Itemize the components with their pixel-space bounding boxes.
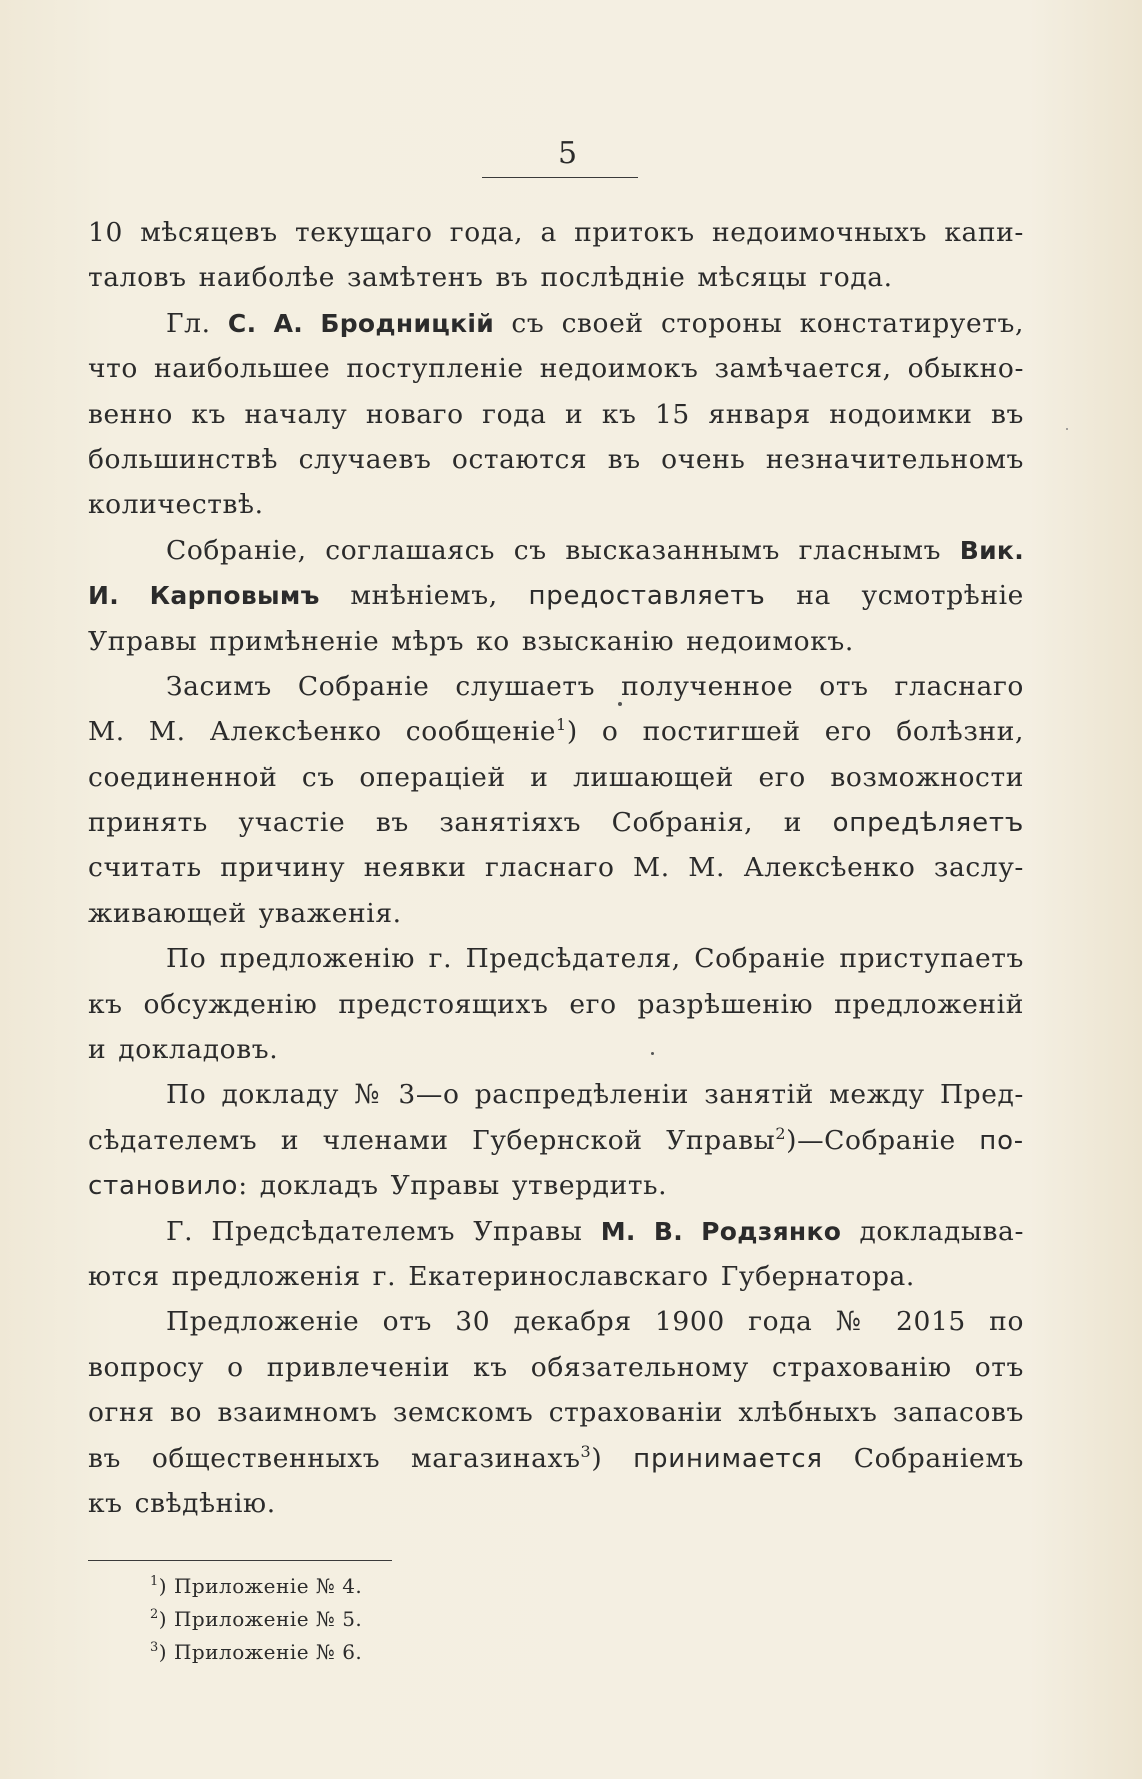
text-line: что наибольшее поступленіе недоимокъ замѣчается, обыкно- [88, 353, 1024, 385]
footnote-ref: 1 [556, 715, 567, 735]
resolution-verb: предоставляетъ [528, 581, 766, 612]
text-line: живающей уваженія. [88, 897, 402, 929]
text-line: количествѣ. [88, 489, 264, 521]
text-line: Управы примѣненіе мѣръ ко взысканію недоимокъ. [88, 625, 854, 657]
page-number: 5 [557, 136, 579, 171]
text-line: Предложеніе отъ 30 декабря 1900 года № 2015 по [166, 1306, 1024, 1338]
footnote: $^3$) Приложеніе № 6. [150, 1640, 363, 1664]
speaker-name: Вик. [959, 535, 1024, 565]
footnote-mark: 2 [150, 1607, 159, 1622]
text-line: Собраніе, соглашаясь съ высказаннымъ гласнымъ Вик. [166, 534, 1024, 566]
text-line: огня во взаимномъ земскомъ страхованіи хлѣбныхъ запасовъ [88, 1397, 1024, 1429]
paper-speck [1066, 428, 1068, 430]
text-line: къ свѣдѣнію. [88, 1487, 276, 1519]
speaker-name: И. Карповымъ [88, 581, 320, 611]
paper-speck [651, 1052, 654, 1055]
footnote-ref: 2 [775, 1123, 787, 1143]
resolution-verb: принимается [633, 1443, 823, 1474]
text-line: 10 мѣсяцевъ текущаго года, а притокъ недоимочныхъ капи- [88, 217, 1024, 248]
text-line: Г. Предсѣдателемъ Управы М. В. Родзянко докладыва- [166, 1215, 1024, 1247]
text-line: считать причину неявки гласнаго М. М. Алексѣенко заслу- [88, 852, 1024, 884]
text-line: принять участіе въ занятіяхъ Собранія, и опредѣляетъ [88, 807, 1024, 839]
text-line: По докладу № 3—о распредѣленіи занятій между Пред- [166, 1079, 1024, 1111]
text-line: таловъ наиболѣе замѣтенъ въ послѣдніе мѣсяцы года. [88, 262, 893, 294]
footnotes [150, 1570, 362, 1669]
text-line: становило: докладъ Управы утвердить. [88, 1170, 668, 1202]
footnote: $^2$) Приложеніе № 5. [150, 1607, 363, 1631]
footnote-rule [88, 1560, 392, 1561]
resolution-verb: становило [88, 1171, 239, 1202]
text-line: венно къ началу новаго года и къ 15 января нодоимки въ [88, 398, 1024, 430]
text-line: къ обсужденію предстоящихъ его разрѣшенію предложеній [88, 988, 1024, 1020]
body-text [88, 210, 1024, 1526]
speaker-name: М. В. Родзянко [600, 1216, 842, 1246]
text-line: Засимъ Собраніе слушаетъ полученное отъ гласнаго [166, 670, 1024, 702]
text-line: въ общественныхъ магазинахъ$^3$) принимается Собраніемъ [88, 1441, 1024, 1474]
text-line: большинствѣ случаевъ остаются въ очень незначительномъ [88, 443, 1024, 475]
text-line: и докладовъ. [88, 1034, 279, 1066]
footnote-mark: 1 [150, 1574, 159, 1589]
footnote-mark: 3 [150, 1640, 159, 1655]
speaker-name: С. А. Бродницкій [227, 308, 495, 338]
text-line: И. Карповымъ мнѣніемъ, предоставляетъ на усмотрѣніе [88, 580, 1024, 612]
text-line: сѣдателемъ и членами Губернской Управы$^2$)—Собраніе по- [88, 1123, 1024, 1156]
paper-speck [618, 702, 622, 706]
page-number-rule [482, 177, 638, 178]
text-line: ются предложенія г. Екатеринославскаго Губернатора. [88, 1260, 915, 1292]
text-line: вопросу о привлеченіи къ обязательному страхованію отъ [88, 1351, 1024, 1383]
resolution-verb: по- [979, 1125, 1024, 1156]
text-line: М. М. Алексѣенко сообщеніе$^1$) о постигшей его болѣзни, [88, 715, 1024, 748]
text-line: По предложенію г. Предсѣдателя, Собраніе приступаетъ [166, 943, 1024, 975]
footnote-ref: 3 [580, 1441, 592, 1461]
resolution-verb: опредѣляетъ [832, 808, 1024, 839]
text-line: соединенной съ операціей и лишающей его возможности [88, 761, 1024, 793]
footnote: $^1$) Приложеніе № 4. [150, 1574, 363, 1598]
text-line: Гл. С. А. Бродницкій съ своей стороны констатируетъ, [166, 307, 1024, 339]
